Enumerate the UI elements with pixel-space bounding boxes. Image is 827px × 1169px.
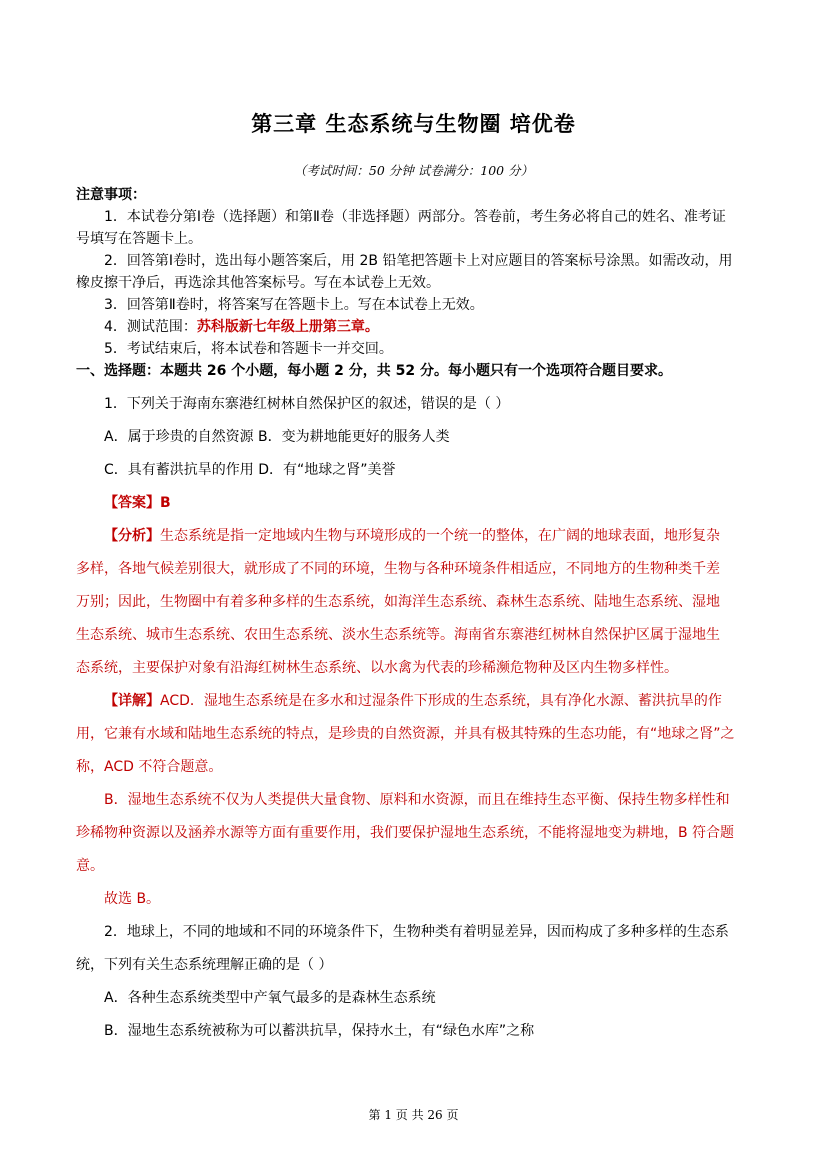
notice-item-5: 5．考试结束后，将本试卷和答题卡一并交回。: [104, 341, 393, 357]
question-1-options-ab: A．属于珍贵的自然资源 B．变为耕地能更好的服务人类: [104, 429, 450, 445]
analysis-tag: 【分析】: [104, 528, 160, 544]
exam-content: [76, 184, 756, 1048]
detail-b-line-3: 意。: [76, 858, 104, 874]
question-1-choice: 故选 B。: [104, 891, 161, 907]
test-scope: 苏科版新七年级上册第三章。: [196, 319, 379, 335]
question-2-option-a: A．各种生态系统类型中产氧气最多的是森林生态系统: [104, 990, 436, 1006]
notice-item-4: [76, 316, 756, 338]
notice-item-3: 3．回答第Ⅱ卷时，将答案写在答题卡上。写在本试卷上无效。: [104, 297, 484, 313]
question-2-option-b: B．湿地生态系统被称为可以蓄洪抗旱，保持水土，有“绿色水库”之称: [104, 1023, 535, 1039]
notice-item-4-prefix: 4．测试范围：: [104, 319, 197, 335]
detail-line-3: 称，ACD 不符合题意。: [76, 759, 223, 775]
notice-item-1-cont: 号填写在答题卡上。: [76, 231, 202, 247]
notice-item-2: 2．回答第Ⅰ卷时，选出每小题答案后，用 2B 铅笔把答题卡上对应题目的答案标号涂黑。如需改动，用: [104, 253, 733, 269]
analysis-line-5: 态系统，主要保护对象有沿海红树林生态系统、以水禽为代表的珍稀濒危物种及区内生物多样性。: [76, 660, 678, 676]
analysis-line-4: 生态系统、城市生态系统、农田生态系统、淡水生态系统等。海南省东寨港红树林自然保护区属于湿地生: [76, 627, 720, 643]
detail-line-2: 用，它兼有水域和陆地生态系统的特点，是珍贵的自然资源，并具有极其特殊的生态功能，有“地球之肾”之: [76, 726, 735, 742]
question-2-stem-cont: 统，下列有关生态系统理解正确的是（ ）: [76, 957, 333, 973]
section-heading: 一、选择题：本题共 26 个小题，每小题 2 分，共 52 分。每小题只有一个选项符合题目要求。: [76, 363, 672, 379]
notice-item-2-cont: 橡皮擦干净后，再选涂其他答案标号。写在本试卷上无效。: [76, 275, 440, 291]
exam-info: （考试时间：50 分钟 试卷满分：100 分）: [293, 163, 534, 178]
notice-heading: 注意事项：: [76, 187, 146, 203]
page-number: 第 1 页 共 26 页: [368, 1108, 459, 1122]
analysis-line-1: 【分析】生态系统是指一定地域内生物与环境形成的一个统一的整体，在广阔的地球表面，地形复杂: [104, 528, 720, 544]
question-1-stem: 1．下列关于海南东寨港红树林自然保护区的叙述，错误的是（ ）: [104, 396, 510, 412]
analysis-line-3: 万别；因此，生物圈中有着多种多样的生态系统，如海洋生态系统、森林生态系统、陆地生态系统、湿地: [76, 594, 720, 610]
page-title: 第三章 生态系统与生物圈 培优卷: [251, 112, 576, 136]
notice-item-1: 1．本试卷分第Ⅰ卷（选择题）和第Ⅱ卷（非选择题）两部分。答卷前，考生务必将自己的姓名、准考证: [104, 209, 726, 225]
analysis-line-2: 多样，各地气候差别很大，就形成了不同的环境，生物与各种环境条件相适应，不同地方的生物种类千差: [76, 561, 720, 577]
detail-b-line-2: 珍稀物种资源以及涵养水源等方面有重要作用，我们要保护湿地生态系统，不能将湿地变为耕地，B 符合题: [76, 825, 735, 841]
detail-line-1: 【详解】ACD．湿地生态系统是在多水和过湿条件下形成的生态系统，具有净化水源、蓄洪抗旱的作: [104, 693, 722, 709]
detail-tag: 【详解】: [104, 693, 160, 709]
question-1-answer: 【答案】B: [104, 495, 171, 511]
question-2-stem: 2．地球上，不同的地域和不同的环境条件下，生物种类有着明显差异，因而构成了多种多样的生态系: [104, 924, 729, 940]
question-1-options-cd: C．具有蓄洪抗旱的作用 D．有“地球之肾”美誉: [104, 462, 396, 478]
detail-b-line-1: B．湿地生态系统不仅为人类提供大量食物、原料和水资源，而且在维持生态平衡、保持生物多样性和: [104, 792, 730, 808]
